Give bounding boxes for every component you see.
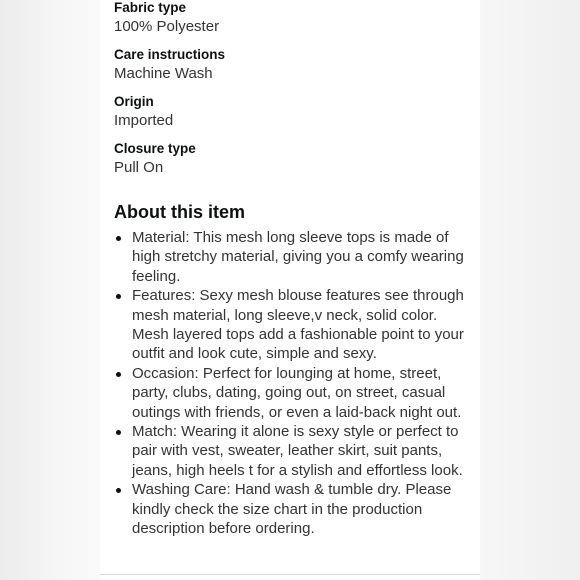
bullet-dot-icon [116, 294, 121, 299]
feature-bullet [114, 480, 474, 538]
feature-bullets [114, 228, 474, 539]
feature-bullet [114, 364, 474, 422]
spec-label: Origin [114, 94, 154, 109]
spec-label: Care instructions [114, 47, 226, 62]
bullet-text: Material: This mesh long sleeve tops is made of high stretchy material, giving you a comfy wearing feeling. [132, 229, 464, 285]
spec-value: Machine Wash [114, 65, 213, 82]
bullet-dot-icon [116, 372, 121, 377]
feature-bullet [114, 286, 474, 364]
panel-divider [100, 574, 480, 575]
spec-fabric-type [114, 0, 474, 37]
spec-label: Closure type [114, 141, 196, 156]
bullet-text: Match: Wearing it alone is sexy style or perfect to pair with vest, sweater, leather skirt, suit pants, jeans, high heels t for a stylish and effortless look. [132, 423, 463, 479]
feature-bullet [114, 228, 474, 286]
product-specs [114, 0, 474, 178]
spec-value: 100% Polyester [114, 18, 220, 35]
spec-value: Imported [114, 112, 174, 129]
about-title: About this item [114, 202, 245, 222]
spec-closure-type [114, 140, 474, 178]
spec-care-instructions [114, 46, 474, 84]
bullet-text: Occasion: Perfect for lounging at home, street, party, clubs, dating, going out, on street, casual outings with friends, or even a laid-back night out. [132, 364, 462, 421]
feature-bullet [114, 422, 474, 480]
spec-origin [114, 93, 474, 131]
bullet-text: Washing Care: Hand wash & tumble dry. Please kindly check the size chart in the production description before ordering. [132, 481, 452, 538]
bullet-dot-icon [116, 488, 121, 493]
spec-value: Pull On [114, 159, 164, 176]
bullet-text: Features: Sexy mesh blouse features see through mesh material, long sleeve,v neck, solid color. Mesh layered tops add a fashionable point to your outfit and look cute, simple and sexy. [132, 287, 464, 363]
about-this-item-section [114, 201, 474, 539]
bullet-dot-icon [116, 430, 121, 435]
spec-label: Fabric type [114, 0, 187, 15]
product-details-panel [100, 0, 480, 580]
bullet-dot-icon [116, 236, 121, 241]
